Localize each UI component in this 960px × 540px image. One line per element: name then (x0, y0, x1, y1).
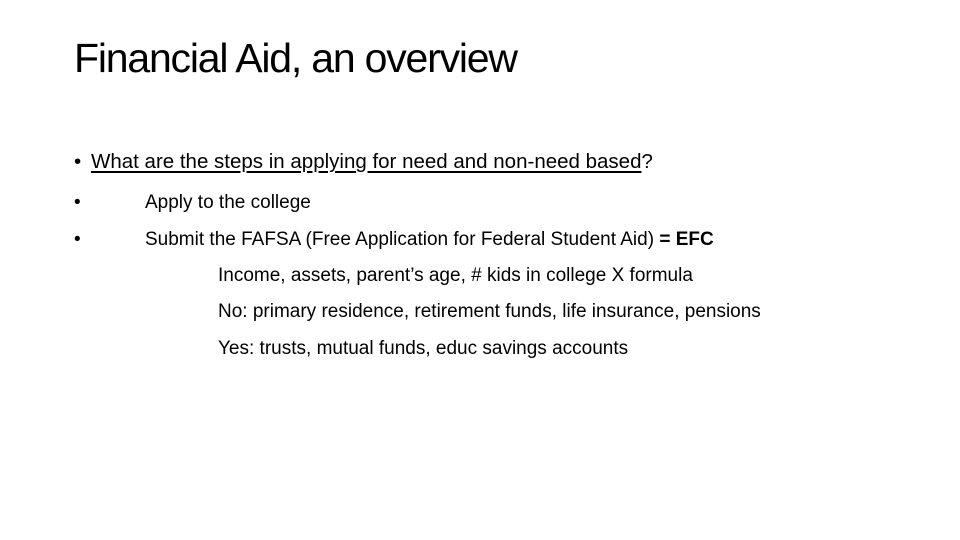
step-bullet: • (74, 192, 81, 213)
efc-emphasis: = EFC (659, 229, 714, 250)
step-text: Apply to the college (145, 192, 311, 213)
question-line (74, 147, 653, 177)
question-bullet: • (74, 150, 82, 173)
question-mark: ? (641, 150, 653, 173)
step-bullet: • (74, 229, 81, 250)
detail-income: Income, assets, parent’s age, # kids in college X formula (218, 265, 693, 286)
question-text: What are the steps in applying for need and non-need based (91, 150, 642, 173)
detail-included: Yes: trusts, mutual funds, educ savings accounts (218, 338, 629, 359)
detail-excluded: No: primary residence, retirement funds, life insurance, pensions (218, 301, 761, 322)
step-apply-college (145, 189, 311, 217)
step-text: Submit the FAFSA (Free Application for Federal Student Aid) (145, 229, 660, 250)
step-submit-fafsa (145, 226, 714, 254)
slide-title: Financial Aid, an overview (74, 35, 517, 81)
